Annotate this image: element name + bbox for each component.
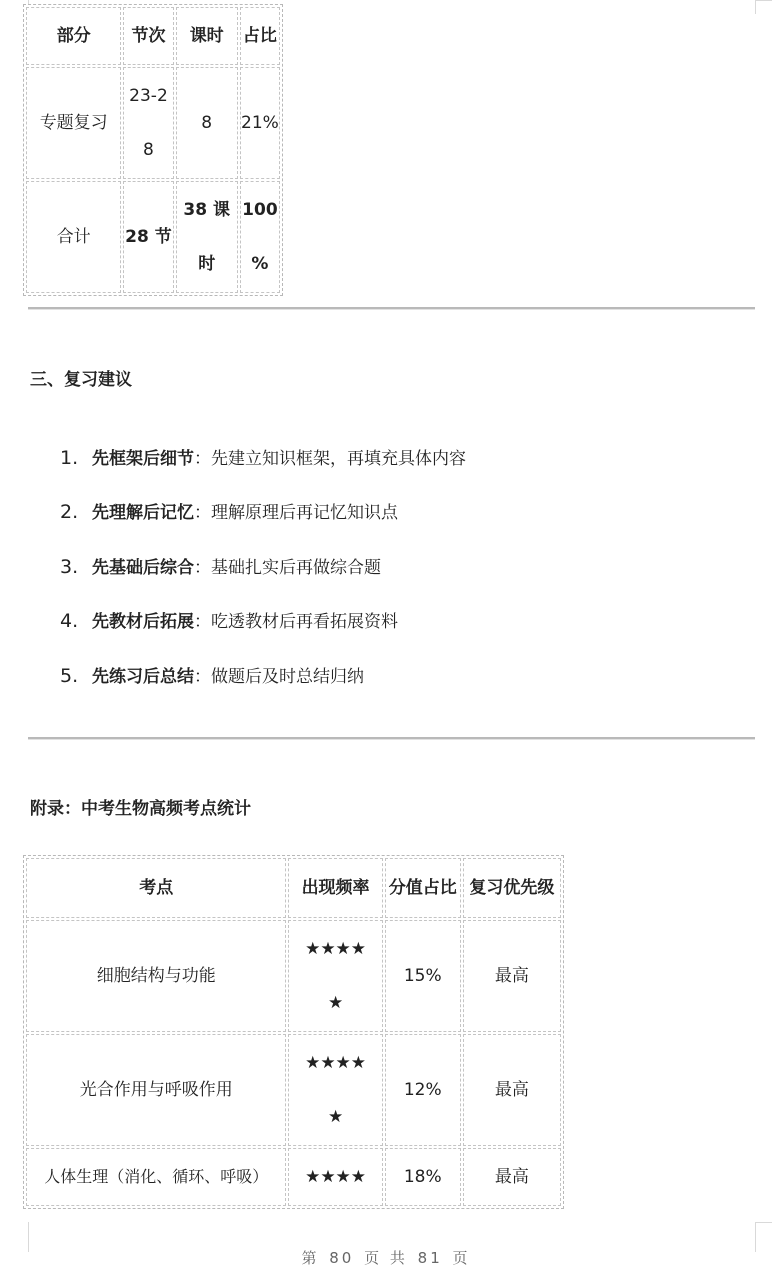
cell-ratio: [240, 181, 280, 293]
header-cell: 考点: [26, 858, 286, 918]
cell-frequency: [288, 1034, 382, 1146]
cell-line: 100: [242, 200, 278, 220]
item-text: 基础扎实后再做综合题: [211, 558, 381, 578]
header-cell: 占比: [240, 7, 280, 65]
appendix-table: [23, 855, 564, 1209]
cell-topic: 光合作用与呼吸作用: [26, 1034, 286, 1146]
item-number: 5.: [60, 665, 79, 687]
advice-item: [60, 662, 364, 687]
cell-line: 时: [198, 254, 216, 274]
cell-priority: 最高: [463, 1148, 561, 1206]
current-page-number: 80: [329, 1249, 355, 1267]
cell-line: 23-2: [129, 86, 168, 106]
cell-priority: 最高: [463, 1034, 561, 1146]
footer-suffix: 页: [452, 1249, 471, 1267]
item-text: 吃透教材后再看拓展资料: [211, 612, 398, 632]
cell-section: 28 节: [123, 181, 173, 293]
cell-score: 18%: [385, 1148, 461, 1206]
horizontal-rule: [28, 307, 755, 310]
star-rating-line: ★★★★: [305, 1053, 367, 1073]
cell-line: 38 课: [183, 200, 230, 220]
item-text: 做题后及时总结归纳: [211, 667, 364, 687]
advice-item: [60, 553, 381, 578]
page-corner-mark: [755, 0, 772, 1]
advice-item: [60, 607, 398, 632]
table-row-total: [26, 181, 280, 293]
table-row: [26, 1148, 561, 1206]
item-key: 先理解后记忆: [92, 503, 194, 523]
star-rating-line: ★: [327, 993, 344, 1013]
item-key: 先基础后综合: [92, 558, 194, 578]
star-rating-line: ★: [327, 1107, 344, 1127]
item-key: 先框架后细节: [92, 449, 194, 469]
table-row: [26, 1034, 561, 1146]
advice-heading: 三、复习建议: [30, 370, 132, 390]
item-key: 先教材后拓展: [92, 612, 194, 632]
item-separator: ：: [194, 667, 211, 687]
appendix-heading: 附录：中考生物高频考点统计: [30, 799, 251, 819]
header-cell: 出现频率: [288, 858, 382, 918]
table-row: [26, 67, 280, 179]
item-text: 理解原理后再记忆知识点: [211, 503, 398, 523]
advice-item: [60, 498, 398, 523]
cell-section: [123, 67, 173, 179]
header-cell: 复习优先级: [463, 858, 561, 918]
table-row: [26, 920, 561, 1032]
footer-prefix: 第: [301, 1249, 320, 1267]
item-number: 1.: [60, 447, 79, 469]
item-number: 4.: [60, 610, 79, 632]
table-header-row: [26, 858, 561, 918]
header-cell: 部分: [26, 7, 121, 65]
page-corner-mark: [755, 1222, 772, 1223]
cell-part: 专题复习: [26, 67, 121, 179]
cell-priority: 最高: [463, 920, 561, 1032]
item-number: 3.: [60, 556, 79, 578]
cell-part: 合计: [26, 181, 121, 293]
table-header-row: [26, 7, 280, 65]
cell-frequency: [288, 920, 382, 1032]
item-separator: ：: [194, 612, 211, 632]
item-number: 2.: [60, 501, 79, 523]
header-cell: 课时: [176, 7, 238, 65]
item-text: 先建立知识框架，再填充具体内容: [211, 449, 466, 469]
total-page-number: 81: [417, 1249, 443, 1267]
star-rating-line: ★★★★: [305, 939, 367, 959]
item-key: 先练习后总结: [92, 667, 194, 687]
cell-ratio: 21%: [240, 67, 280, 179]
item-separator: ：: [194, 503, 211, 523]
cell-topic: 人体生理（消化、循环、呼吸）: [26, 1148, 286, 1206]
header-cell: 分值占比: [385, 858, 461, 918]
item-separator: ：: [194, 558, 211, 578]
cell-score: 15%: [385, 920, 461, 1032]
schedule-table: [23, 4, 283, 296]
item-separator: ：: [194, 449, 211, 469]
horizontal-rule: [28, 737, 755, 740]
cell-hours: 8: [176, 67, 238, 179]
page-corner-mark: [755, 0, 756, 14]
cell-frequency: ★★★★: [288, 1148, 382, 1206]
page-footer: [0, 1247, 772, 1268]
cell-score: 12%: [385, 1034, 461, 1146]
header-cell: 节次: [123, 7, 173, 65]
cell-line: %: [251, 254, 269, 274]
cell-hours: [176, 181, 238, 293]
footer-middle: 页 共: [364, 1249, 408, 1267]
cell-line: 8: [143, 140, 154, 160]
cell-topic: 细胞结构与功能: [26, 920, 286, 1032]
advice-item: [60, 444, 466, 469]
